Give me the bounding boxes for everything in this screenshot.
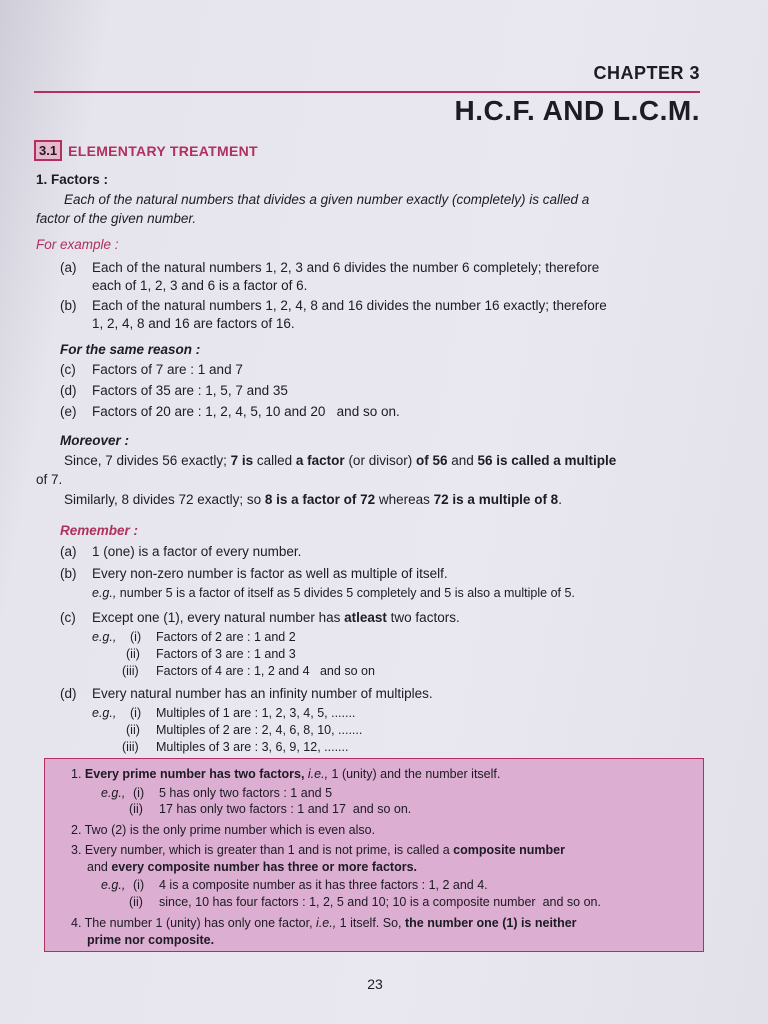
box-point-2: 2. Two (2) is the only prime number which is even also. [71, 823, 376, 837]
factors-definition-line1: Each of the natural numbers that divides a given number exactly (completely) is called a [64, 192, 590, 207]
item-d-text: Factors of 35 are : 1, 5, 7 and 35 [92, 383, 288, 398]
remember-d-ii-label: (ii) [126, 723, 140, 737]
factors-heading: 1. Factors : [36, 172, 109, 187]
similarly-line: Similarly, 8 divides 72 exactly; so 8 is a factor of 72 whereas 72 is a multiple of 8. [64, 492, 562, 507]
remember-c-i-label: (i) [130, 630, 142, 644]
remember-b-text: Every non-zero number is factor as well as multiple of itself. [92, 566, 448, 581]
factors-definition-line2: factor of the given number. [36, 211, 197, 226]
box-point-3-line1: 3. Every number, which is greater than 1 and is not prime, is called a composite number [71, 843, 565, 857]
remember-c-i: Factors of 2 are : 1 and 2 [156, 630, 296, 644]
box-p1-i-label: (i) [133, 786, 145, 800]
box-p1-eg: e.g., [101, 786, 126, 800]
remember-c-iii-label: (iii) [122, 664, 139, 678]
item-b-line1: Each of the natural numbers 1, 2, 4, 8 and 16 divides the number 16 exactly; therefore [92, 298, 607, 313]
since-line2: of 7. [36, 472, 63, 487]
remember-c-text: Except one (1), every natural number has atleast two factors. [92, 610, 460, 625]
box-p3-ii-label: (ii) [129, 895, 143, 909]
item-b-line2: 1, 2, 4, 8 and 16 are factors of 16. [92, 316, 295, 331]
box-p1-ii: 17 has only two factors : 1 and 17 and so on. [159, 802, 412, 816]
item-d-label: (d) [60, 383, 77, 398]
prime-composite-box [44, 758, 704, 952]
remember-d-i: Multiples of 1 are : 1, 2, 3, 4, 5, ....... [156, 706, 356, 720]
box-p3-ii: since, 10 has four factors : 1, 2, 5 and 10; 10 is a composite number and so on. [159, 895, 601, 909]
remember-d-eg: e.g., [92, 706, 117, 720]
box-point-3-line2: and every composite number has three or more factors. [87, 860, 418, 874]
item-a-label: (a) [60, 260, 77, 275]
remember-b-label: (b) [60, 566, 77, 581]
item-a-line2: each of 1, 2, 3 and 6 is a factor of 6. [92, 278, 308, 293]
remember-c-label: (c) [60, 610, 76, 625]
box-point-4-line2: prime nor composite. [87, 933, 215, 947]
same-reason-label: For the same reason : [60, 342, 201, 357]
remember-d-iii: Multiples of 3 are : 3, 6, 9, 12, ....... [156, 740, 349, 754]
section-number: 3.1 [34, 140, 62, 161]
box-p1-ii-label: (ii) [129, 802, 143, 816]
header-rule [34, 91, 700, 93]
remember-c-iii: Factors of 4 are : 1, 2 and 4 and so on [156, 664, 375, 678]
remember-a-text: 1 (one) is a factor of every number. [92, 544, 302, 559]
remember-d-text: Every natural number has an infinity number of multiples. [92, 686, 433, 701]
item-c-label: (c) [60, 362, 76, 377]
section-title: ELEMENTARY TREATMENT [68, 142, 258, 159]
remember-c-ii-label: (ii) [126, 647, 140, 661]
box-p3-i: 4 is a composite number as it has three factors : 1, 2 and 4. [159, 878, 488, 892]
item-c-text: Factors of 7 are : 1 and 7 [92, 362, 243, 377]
box-p3-i-label: (i) [133, 878, 145, 892]
remember-d-iii-label: (iii) [122, 740, 139, 754]
item-e-text: Factors of 20 are : 1, 2, 4, 5, 10 and 20 and so on. [92, 404, 400, 419]
box-point-4-line1: 4. The number 1 (unity) has only one factor, i.e., 1 itself. So, the number one (1) is neither [71, 916, 577, 930]
remember-a-label: (a) [60, 544, 77, 559]
chapter-label: CHAPTER 3 [593, 63, 700, 83]
for-example-label: For example : [36, 237, 119, 252]
moreover-label: Moreover : [60, 433, 130, 448]
remember-b-example: e.g., number 5 is a factor of itself as 5 divides 5 completely and 5 is also a multiple of 5. [92, 586, 575, 600]
box-p3-eg: e.g., [101, 878, 126, 892]
section-heading [34, 140, 258, 161]
remember-d-ii: Multiples of 2 are : 2, 4, 6, 8, 10, ....... [156, 723, 363, 737]
remember-c-ii: Factors of 3 are : 1 and 3 [156, 647, 296, 661]
page-number: 23 [367, 976, 383, 992]
box-p1-i: 5 has only two factors : 1 and 5 [159, 786, 333, 800]
remember-c-eg: e.g., [92, 630, 117, 644]
box-point-1: 1. Every prime number has two factors, i.e., 1 (unity) and the number itself. [71, 767, 501, 781]
remember-label: Remember : [60, 523, 139, 538]
item-e-label: (e) [60, 404, 77, 419]
chapter-title: H.C.F. AND L.C.M. [454, 95, 700, 126]
remember-d-label: (d) [60, 686, 77, 701]
item-a-line1: Each of the natural numbers 1, 2, 3 and 6 divides the number 6 completely; therefore [92, 260, 600, 275]
since-line1: Since, 7 divides 56 exactly; 7 is called a factor (or divisor) of 56 and 56 is called a multiple [64, 453, 617, 468]
item-b-label: (b) [60, 298, 77, 313]
remember-d-i-label: (i) [130, 706, 142, 720]
